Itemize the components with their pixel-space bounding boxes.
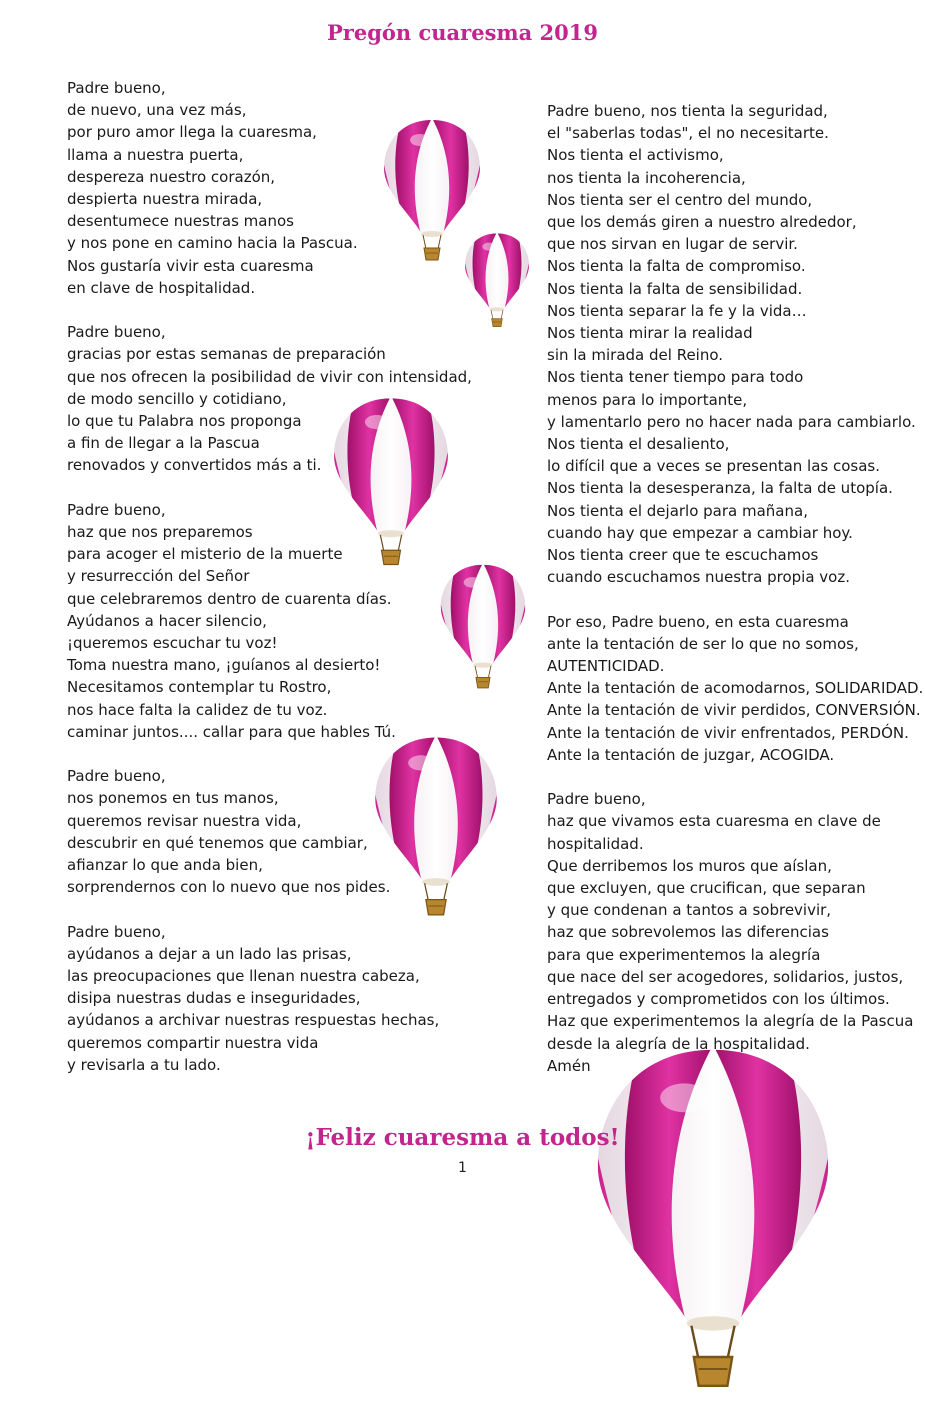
verse-line: a fin de llegar a la Pascua: [67, 434, 260, 453]
verse-line: Padre bueno,: [67, 767, 166, 786]
verse-line: menos para lo importante,: [547, 390, 748, 409]
verse-line: Nos tienta tener tiempo para todo: [547, 368, 804, 387]
verse-line: queremos compartir nuestra vida: [67, 1033, 319, 1052]
left-column: [67, 77, 507, 1098]
verse-line: nos ponemos en tus manos,: [67, 789, 279, 808]
right-column: [547, 100, 922, 1077]
verse-line: que los demás giren a nuestro alrededor,: [547, 213, 857, 232]
verse-line: y lamentarlo pero no hacer nada para cambiarlo.: [547, 412, 916, 431]
verse-line: renovados y convertidos más a ti.: [67, 456, 322, 475]
verse-line: Ante la tentación de juzgar, ACOGIDA.: [547, 745, 835, 764]
verse-line: ayúdanos a dejar a un lado las prisas,: [67, 944, 352, 963]
verse-line: que celebraremos dentro de cuarenta días.: [67, 589, 392, 608]
verse-line: Padre bueno,: [67, 323, 166, 342]
verse-line: afianzar lo que anda bien,: [67, 856, 263, 875]
verse-line: AUTENTICIDAD.: [547, 657, 665, 676]
verse-line: ¡queremos escuchar tu voz!: [67, 634, 278, 653]
verse-line: Nos tienta creer que te escuchamos: [547, 546, 819, 565]
verse-line: Que derribemos los muros que aíslan,: [547, 856, 832, 875]
stanza: [67, 921, 507, 1076]
verse-line: Padre bueno,: [67, 79, 166, 97]
verse-line: caminar juntos.... callar para que hables Tú.: [67, 722, 396, 741]
verse-line: Ante la tentación de acomodarnos, SOLIDARIDAD.: [547, 679, 924, 698]
verse-line: y que condenan a tantos a sobrevivir,: [547, 901, 832, 920]
stanza: [67, 765, 507, 898]
page-title: Pregón cuaresma 2019: [327, 20, 598, 45]
verse-line: nos tienta la incoherencia,: [547, 168, 746, 187]
verse-line: que excluyen, que crucifican, que separan: [547, 879, 866, 898]
verse-line: ante la tentación de ser lo que no somos,: [547, 634, 859, 653]
verse-line: que nos ofrecen la posibilidad de vivir con intensidad,: [67, 367, 472, 386]
stanza: [67, 321, 507, 476]
verse-line: para que experimentemos la alegría: [547, 945, 821, 964]
verse-line: que nace del ser acogedores, solidarios, justos,: [547, 967, 904, 986]
verse-line: entregados y comprometidos con los últimos.: [547, 990, 890, 1009]
verse-line: despereza nuestro corazón,: [67, 167, 276, 186]
hot-air-balloon-icon: [578, 1045, 848, 1405]
verse-line: Padre bueno,: [67, 922, 166, 941]
verse-line: lo que tu Palabra nos proponga: [67, 412, 302, 431]
verse-line: desde la alegría de la hospitalidad.: [547, 1034, 810, 1053]
verse-line: Padre bueno,: [67, 500, 166, 519]
verse-line: que nos sirvan en lugar de servir.: [547, 235, 798, 254]
verse-line: Haz que experimentemos la alegría de la Pascua: [547, 1012, 914, 1031]
stanza: [547, 611, 922, 766]
verse-line: Nos tienta la falta de compromiso.: [547, 257, 806, 276]
footer-greeting: ¡Feliz cuaresma a todos!: [305, 1124, 620, 1151]
verse-line: queremos revisar nuestra vida,: [67, 811, 302, 830]
verse-line: Nos tienta el desaliento,: [547, 435, 730, 454]
verse-line: desentumece nuestras manos: [67, 212, 294, 231]
verse-line: cuando hay que empezar a cambiar hoy.: [547, 523, 853, 542]
verse-line: Toma nuestra mano, ¡guíanos al desierto!: [67, 656, 381, 675]
verse-line: gracias por estas semanas de preparación: [67, 345, 386, 364]
verse-line: en clave de hospitalidad.: [67, 278, 256, 297]
verse-line: haz que sobrevolemos las diferencias: [547, 923, 829, 942]
stanza: [67, 499, 507, 743]
verse-line: Nos tienta separar la fe y la vida…: [547, 301, 807, 320]
verse-line: Nos tienta el activismo,: [547, 146, 724, 165]
stanza: [67, 77, 507, 299]
verse-line: sorprendernos con lo nuevo que nos pides.: [67, 878, 391, 897]
verse-line: hospitalidad.: [547, 834, 644, 853]
verse-line: Ayúdanos a hacer silencio,: [67, 611, 267, 630]
stanza: [547, 100, 922, 588]
verse-line: Padre bueno, nos tienta la seguridad,: [547, 102, 828, 120]
verse-line: Nos tienta el dejarlo para mañana,: [547, 501, 808, 520]
verse-line: Nos gustaría vivir esta cuaresma: [67, 256, 314, 275]
verse-line: de nuevo, una vez más,: [67, 101, 247, 120]
closing-amen: Amén: [547, 1056, 591, 1075]
verse-line: despierta nuestra mirada,: [67, 190, 263, 209]
verse-line: y resurrección del Señor: [67, 567, 250, 586]
verse-line: llama a nuestra puerta,: [67, 145, 244, 164]
verse-line: lo difícil que a veces se presentan las cosas.: [547, 457, 881, 476]
verse-line: nos hace falta la calidez de tu voz.: [67, 700, 328, 719]
verse-line: Ante la tentación de vivir enfrentados, PERDÓN.: [547, 723, 909, 742]
verse-line: el "saberlas todas", el no necesitarte.: [547, 124, 829, 143]
verse-line: ayúdanos a archivar nuestras respuestas hechas,: [67, 1011, 440, 1030]
verse-line: y nos pone en camino hacia la Pascua.: [67, 234, 358, 253]
verse-line: Ante la tentación de vivir perdidos, CONVERSIÓN.: [547, 701, 921, 720]
verse-line: Por eso, Padre bueno, en esta cuaresma: [547, 612, 849, 631]
verse-line: descubrir en qué tenemos que cambiar,: [67, 833, 368, 852]
verse-line: de modo sencillo y cotidiano,: [67, 389, 287, 408]
verse-line: y revisarla a tu lado.: [67, 1055, 221, 1074]
verse-line: por puro amor llega la cuaresma,: [67, 123, 317, 142]
verse-line: haz que nos preparemos: [67, 523, 253, 542]
verse-line: para acoger el misterio de la muerte: [67, 545, 343, 564]
page-number: 1: [458, 1160, 467, 1176]
verse-line: Nos tienta la falta de sensibilidad.: [547, 279, 803, 298]
verse-line: haz que vivamos esta cuaresma en clave de: [547, 812, 881, 831]
verse-line: Nos tienta ser el centro del mundo,: [547, 190, 813, 209]
verse-line: cuando escuchamos nuestra propia voz.: [547, 568, 850, 587]
stanza: [547, 788, 922, 1054]
verse-line: sin la mirada del Reino.: [547, 346, 724, 365]
verse-line: Padre bueno,: [547, 790, 646, 809]
verse-line: disipa nuestras dudas e inseguridades,: [67, 989, 361, 1008]
verse-line: Necesitamos contemplar tu Rostro,: [67, 678, 332, 697]
verse-line: las preocupaciones que llenan nuestra cabeza,: [67, 967, 420, 986]
verse-line: Nos tienta mirar la realidad: [547, 324, 753, 343]
verse-line: Nos tienta la desesperanza, la falta de utopía.: [547, 479, 893, 498]
